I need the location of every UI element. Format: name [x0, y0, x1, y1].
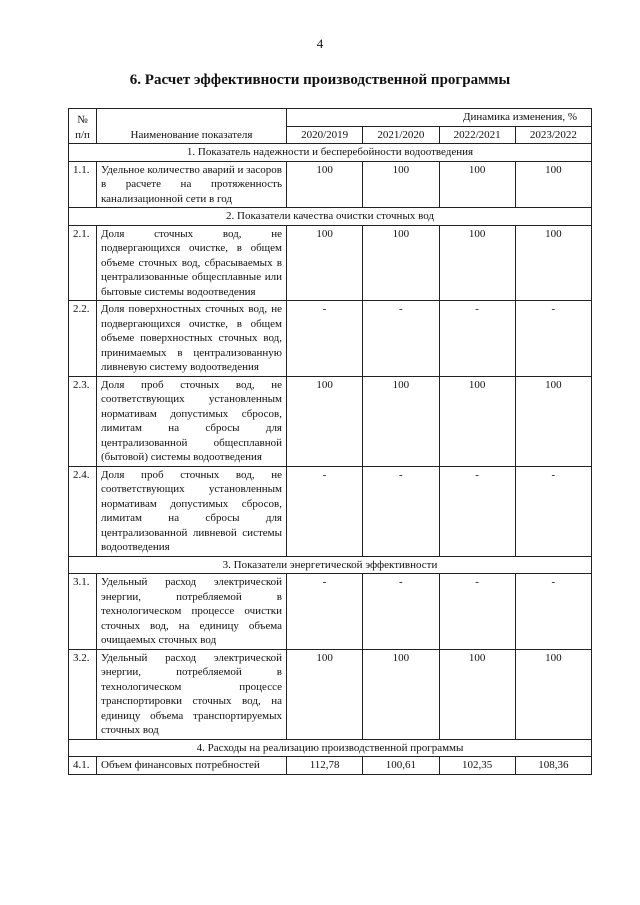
row-value: - — [287, 466, 363, 556]
row-value: 100,61 — [363, 757, 439, 775]
section-title: 1. Показатель надежности и бесперебойности водоотведения — [69, 144, 592, 162]
row-name: Доля проб сточных вод, не соответствующих установленным нормативам допустимых сбросов, лимитам на сбросы для централизованной общесплавной (бытовой) системы водоотведения — [97, 376, 287, 466]
row-name: Доля поверхностных сточных вод, не подвергающихся очистке, в общем объеме поверхностных сточных вод, принимаемых в централизованную ливневую систему водоотведения — [97, 301, 287, 377]
row-value: - — [287, 301, 363, 377]
row-value: 100 — [287, 376, 363, 466]
row-number: 2.3. — [69, 376, 97, 466]
table-row — [69, 466, 592, 556]
table-row — [69, 301, 592, 377]
row-number: 4.1. — [69, 757, 97, 775]
table-row — [69, 161, 592, 208]
row-value: 100 — [287, 225, 363, 301]
row-value: - — [439, 574, 515, 650]
table-row — [69, 649, 592, 739]
row-number: 2.4. — [69, 466, 97, 556]
row-value: 100 — [363, 649, 439, 739]
row-value: - — [439, 301, 515, 377]
row-number: 3.2. — [69, 649, 97, 739]
row-value: 100 — [287, 161, 363, 208]
page-title: 6. Расчет эффективности производственной программы — [129, 72, 511, 88]
row-name: Удельное количество аварий и засоров в расчете на протяженность канализационной сети в год — [97, 161, 287, 208]
header-year: 2021/2020 — [363, 126, 439, 144]
row-name: Удельный расход электрической энергии, потребляемой в технологическом процессе очистки сточных вод, на единицу объема очищаемых сточных вод — [97, 574, 287, 650]
header-number-line1: № — [77, 114, 88, 126]
row-value: 100 — [515, 376, 591, 466]
row-value: 108,36 — [515, 757, 591, 775]
row-value: 100 — [439, 649, 515, 739]
row-name: Доля сточных вод, не подвергающихся очистке, в общем объеме сточных вод, сбрасываемых в централизованные общесплавные или бытовые системы водоотведения — [97, 225, 287, 301]
header-year: 2022/2021 — [439, 126, 515, 144]
table-row — [69, 757, 592, 775]
row-value: - — [515, 301, 591, 377]
section-title: 2. Показатели качества очистки сточных вод — [69, 208, 592, 226]
row-value: 100 — [439, 225, 515, 301]
row-name: Объем финансовых потребностей — [97, 757, 287, 775]
row-value: 102,35 — [439, 757, 515, 775]
section-row — [69, 144, 592, 162]
row-number: 3.1. — [69, 574, 97, 650]
page-number: 4 — [316, 36, 324, 51]
row-value: 112,78 — [287, 757, 363, 775]
table-header-row — [69, 109, 592, 127]
row-value: 100 — [515, 649, 591, 739]
table-row — [69, 376, 592, 466]
table-row — [69, 574, 592, 650]
row-number: 1.1. — [69, 161, 97, 208]
section-row — [69, 739, 592, 757]
row-value: 100 — [515, 161, 591, 208]
header-year: 2020/2019 — [287, 126, 363, 144]
header-dynamics: Динамика изменения, % — [287, 109, 592, 127]
row-value: 100 — [363, 161, 439, 208]
section-title: 3. Показатели энергетической эффективности — [69, 556, 592, 574]
row-value: 100 — [439, 161, 515, 208]
row-number: 2.2. — [69, 301, 97, 377]
indicators-table — [68, 108, 592, 775]
row-value: 100 — [363, 376, 439, 466]
row-value: 100 — [439, 376, 515, 466]
header-number-line2: п/п — [75, 128, 90, 141]
section-title: 4. Расходы на реализацию производственной программы — [69, 739, 592, 757]
row-value: - — [287, 574, 363, 650]
table-row — [69, 225, 592, 301]
row-value: 100 — [287, 649, 363, 739]
row-value: - — [363, 466, 439, 556]
section-row — [69, 556, 592, 574]
row-value: 100 — [363, 225, 439, 301]
row-value: - — [515, 466, 591, 556]
row-name: Удельный расход электрической энергии, потребляемой в технологическом процессе транспортировки сточных вод, на единицу объема транспортируемых сточных вод — [97, 649, 287, 739]
row-value: 100 — [515, 225, 591, 301]
row-value: - — [363, 301, 439, 377]
row-number: 2.1. — [69, 225, 97, 301]
section-row — [69, 208, 592, 226]
row-value: - — [439, 466, 515, 556]
header-indicator-name: Наименование показателя — [97, 109, 287, 144]
row-name: Доля проб сточных вод, не соответствующих установленным нормативам допустимых сбросов, лимитам на сбросы для централизованной ливневой системы водоотведения — [97, 466, 287, 556]
row-value: - — [515, 574, 591, 650]
header-number — [69, 109, 97, 144]
header-year: 2023/2022 — [515, 126, 591, 144]
row-value: - — [363, 574, 439, 650]
